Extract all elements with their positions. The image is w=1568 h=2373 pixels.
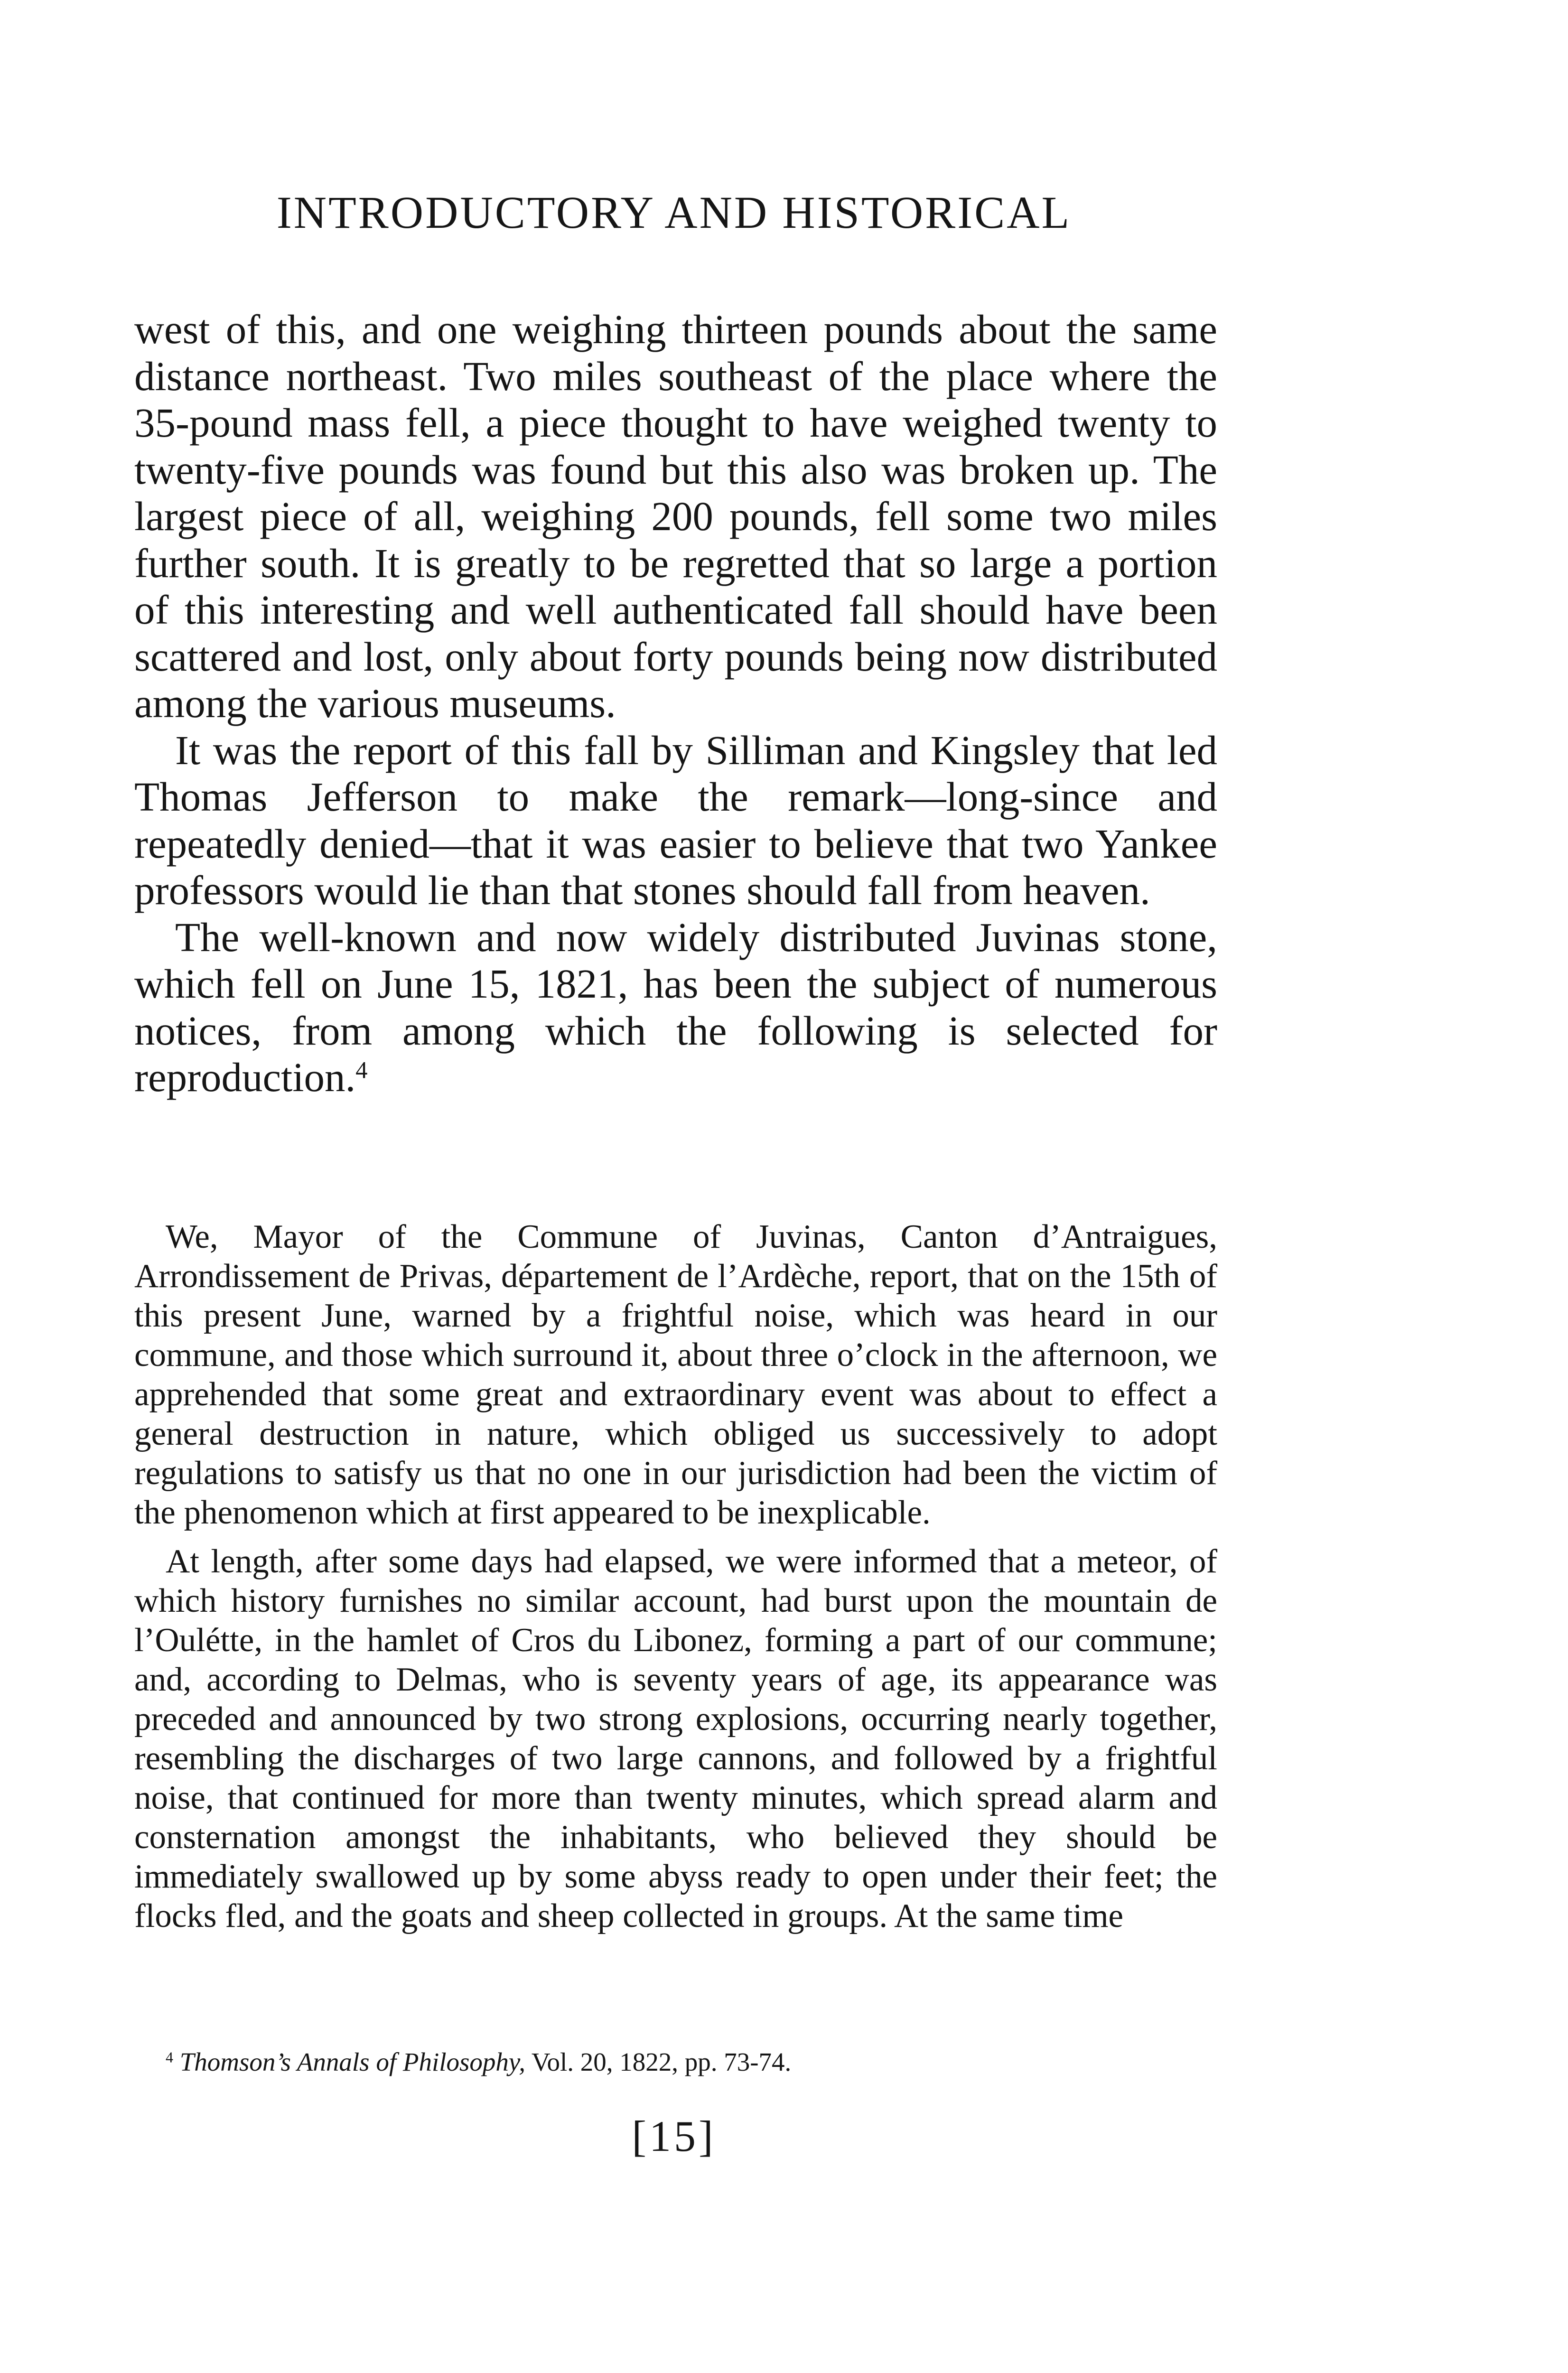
running-head: INTRODUCTORY AND HISTORICAL: [276, 187, 1072, 238]
footnote-reference: 4: [355, 1056, 368, 1084]
footnote-marker: 4: [166, 2049, 173, 2066]
quoted-extract: [134, 1217, 1217, 1936]
paragraph-1: west of this, and one weighing thirteen pounds about the same distance northeast. Two miles southeast of the place where the 35-pound mass fell, a piece thought to have weighed twenty to twenty-five pounds was found but this also was broken up. The largest piece of all, weighing 200 pounds, fell some two miles further south. It is greatly to be regretted that so large a portion of this interesting and well authenticated fall should have been scattered and lost, only about forty pounds being now distributed among the various museums.: [134, 306, 1217, 726]
page-number: [15]: [632, 2112, 716, 2160]
body-text: [134, 306, 1217, 1101]
footnote-source-title: Thomson’s Annals of Philosophy,: [179, 2047, 526, 2076]
paragraph-3: [134, 914, 1217, 1101]
footnote-citation: Vol. 20, 1822, pp. 73-74.: [525, 2047, 792, 2076]
paragraph-2: It was the report of this fall by Silliman and Kingsley that led Thomas Jefferson to make the remark—long-since and repeatedly denied—that it was easier to believe that two Yankee professors would lie than that stones should fall from heaven.: [134, 727, 1217, 913]
extract-paragraph-1: We, Mayor of the Commune of Juvinas, Canton d’Antraigues, Arrondissement de Privas, département de l’Ardèche, report, that on the 15th of this present June, warned by a frightful noise, which was heard in our commune, and those which surround it, about three o’clock in the afternoon, we apprehended that some great and extraordinary event was about to effect a general destruction in nature, which obliged us successively to adopt regulations to satisfy us that no one in our jurisdiction had been the victim of the phenomenon which at first appeared to be inexplicable.: [134, 1218, 1217, 1531]
paragraph-3-text: The well-known and now widely distributed Juvinas stone, which fell on June 15, 1821, has been the subject of numerous notices, from among which the following is selected for reproduction.: [134, 914, 1217, 1100]
extract-paragraph-2: At length, after some days had elapsed, we were informed that a meteor, of which history furnishes no similar account, had burst upon the mountain de l’Oulétte, in the hamlet of Cros du Libonez, forming a part of our commune; and, according to Delmas, who is seventy years of age, its appearance was preceded and announced by two strong explosions, occurring nearly together, resembling the discharges of two large cannons, and followed by a frightful noise, that continued for more than twenty minutes, which spread alarm and consternation amongst the inhabitants, who believed they should be immediately swallowed up by some abyss ready to open under their feet; the flocks fled, and the goats and sheep collected in groups. At the same time: [134, 1543, 1217, 1934]
footnote: [134, 2046, 1217, 2079]
